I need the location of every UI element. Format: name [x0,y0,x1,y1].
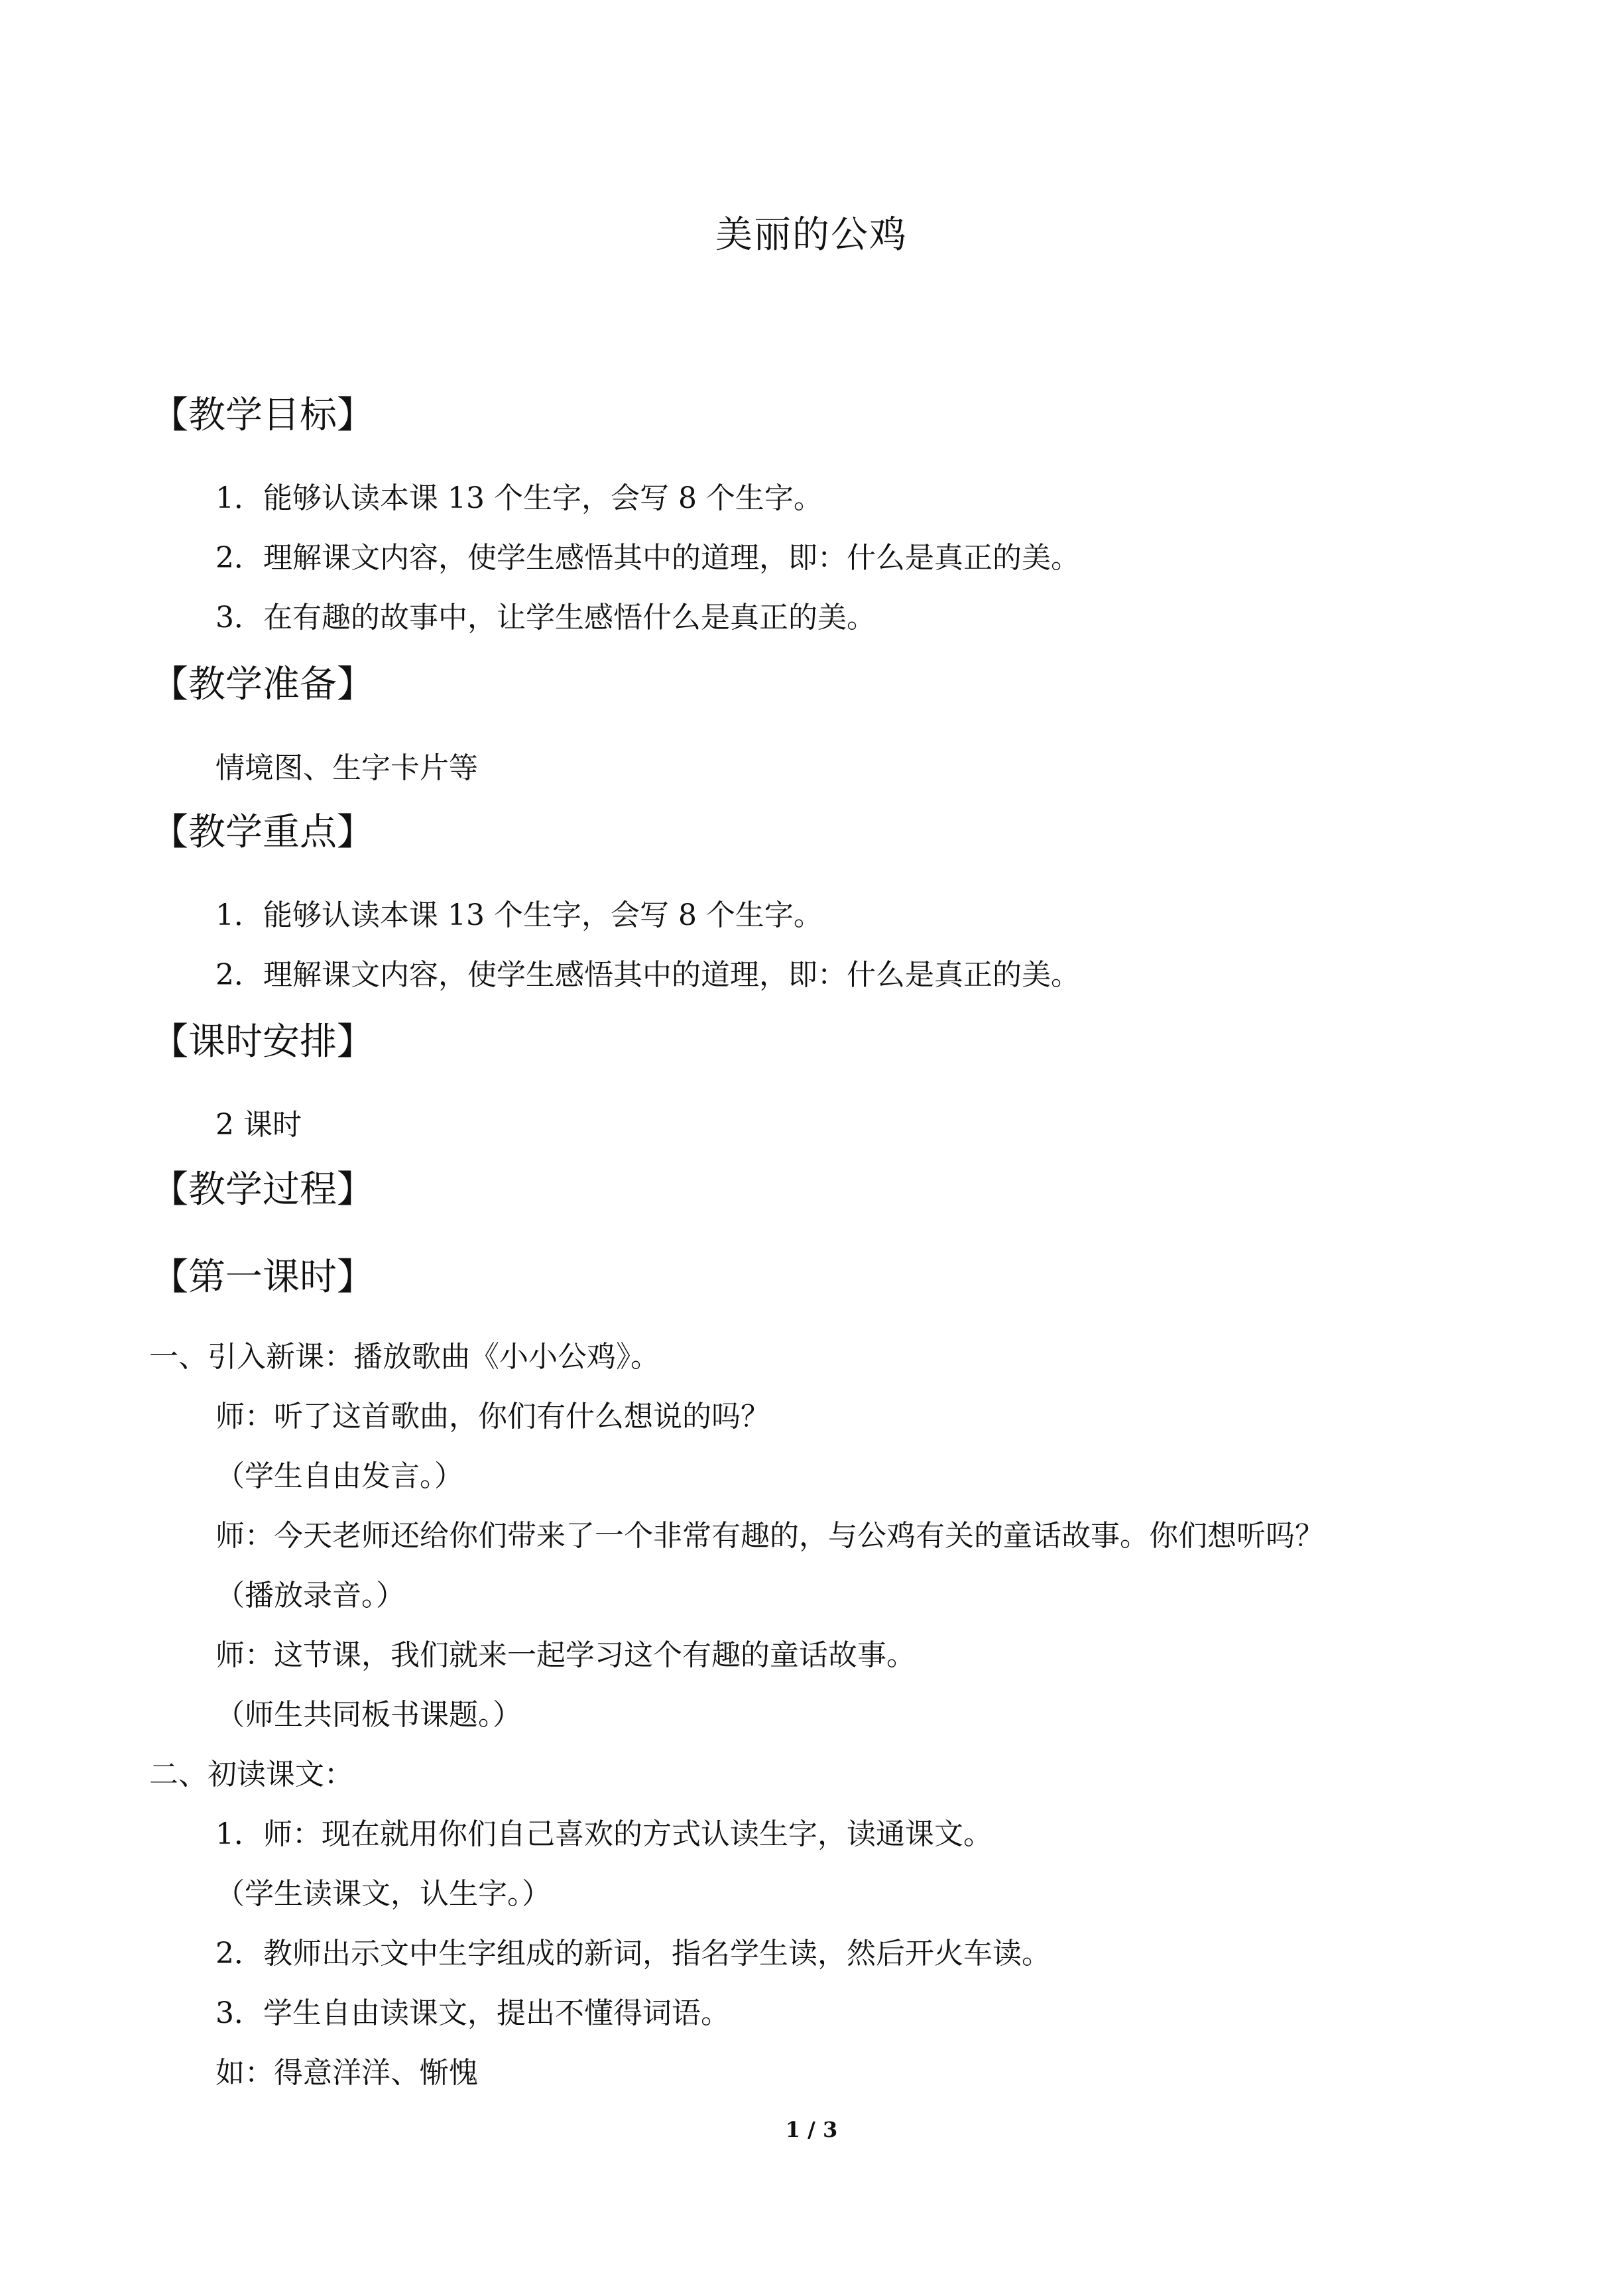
heading-key-points: 【教学重点】 [151,811,374,854]
process-line: 3．学生自由读课文，提出不懂得词语。 [215,1996,730,2030]
schedule-text: 2 课时 [215,1108,302,1142]
goal-item: 1．能够认读本课 13 个生字，会写 8 个生字。 [215,481,823,515]
process-line: 师：这节课，我们就来一起学习这个有趣的童话故事。 [215,1638,916,1672]
heading-teaching-goals: 【教学目标】 [151,394,374,437]
process-line: 1．师：现在就用你们自己喜欢的方式认读生字，读通课文。 [215,1817,992,1851]
goal-item: 3．在有趣的故事中，让学生感悟什么是真正的美。 [215,601,876,634]
key-point-item: 1．能够认读本课 13 个生字，会写 8 个生字。 [215,898,823,932]
process-part2-title: 二、初读课文： [149,1758,353,1791]
page-number: 1 / 3 [785,2117,838,2142]
process-line: （播放录音。） [215,1579,405,1612]
heading-teaching-process: 【教学过程】 [151,1168,374,1211]
process-line: 师：听了这首歌曲，你们有什么想说的吗？ [215,1400,770,1433]
process-line: 如：得意洋洋、惭愧 [215,2056,478,2090]
document-title: 美丽的公鸡 [715,213,908,257]
process-line: （学生自由发言。） [215,1459,463,1493]
process-part1-title: 一、引入新课：播放歌曲《小小公鸡》。 [149,1340,660,1374]
heading-schedule: 【课时安排】 [151,1020,374,1063]
process-line: （学生读课文，认生字。） [215,1877,551,1911]
goal-item: 2．理解课文内容，使学生感悟其中的道理，即：什么是真正的美。 [215,541,1080,575]
key-point-item: 2．理解课文内容，使学生感悟其中的道理，即：什么是真正的美。 [215,958,1080,992]
process-line: 师：今天老师还给你们带来了一个非常有趣的，与公鸡有关的童话故事。你们想听吗？ [215,1519,1324,1553]
process-line: 2．教师出示文中生字组成的新词，指名学生读，然后开火车读。 [215,1937,1051,1970]
heading-first-lesson: 【第一课时】 [151,1256,374,1299]
heading-teaching-prep: 【教学准备】 [151,663,374,706]
process-line: （师生共同板书课题。） [215,1698,522,1732]
prep-text: 情境图、生字卡片等 [215,751,478,785]
